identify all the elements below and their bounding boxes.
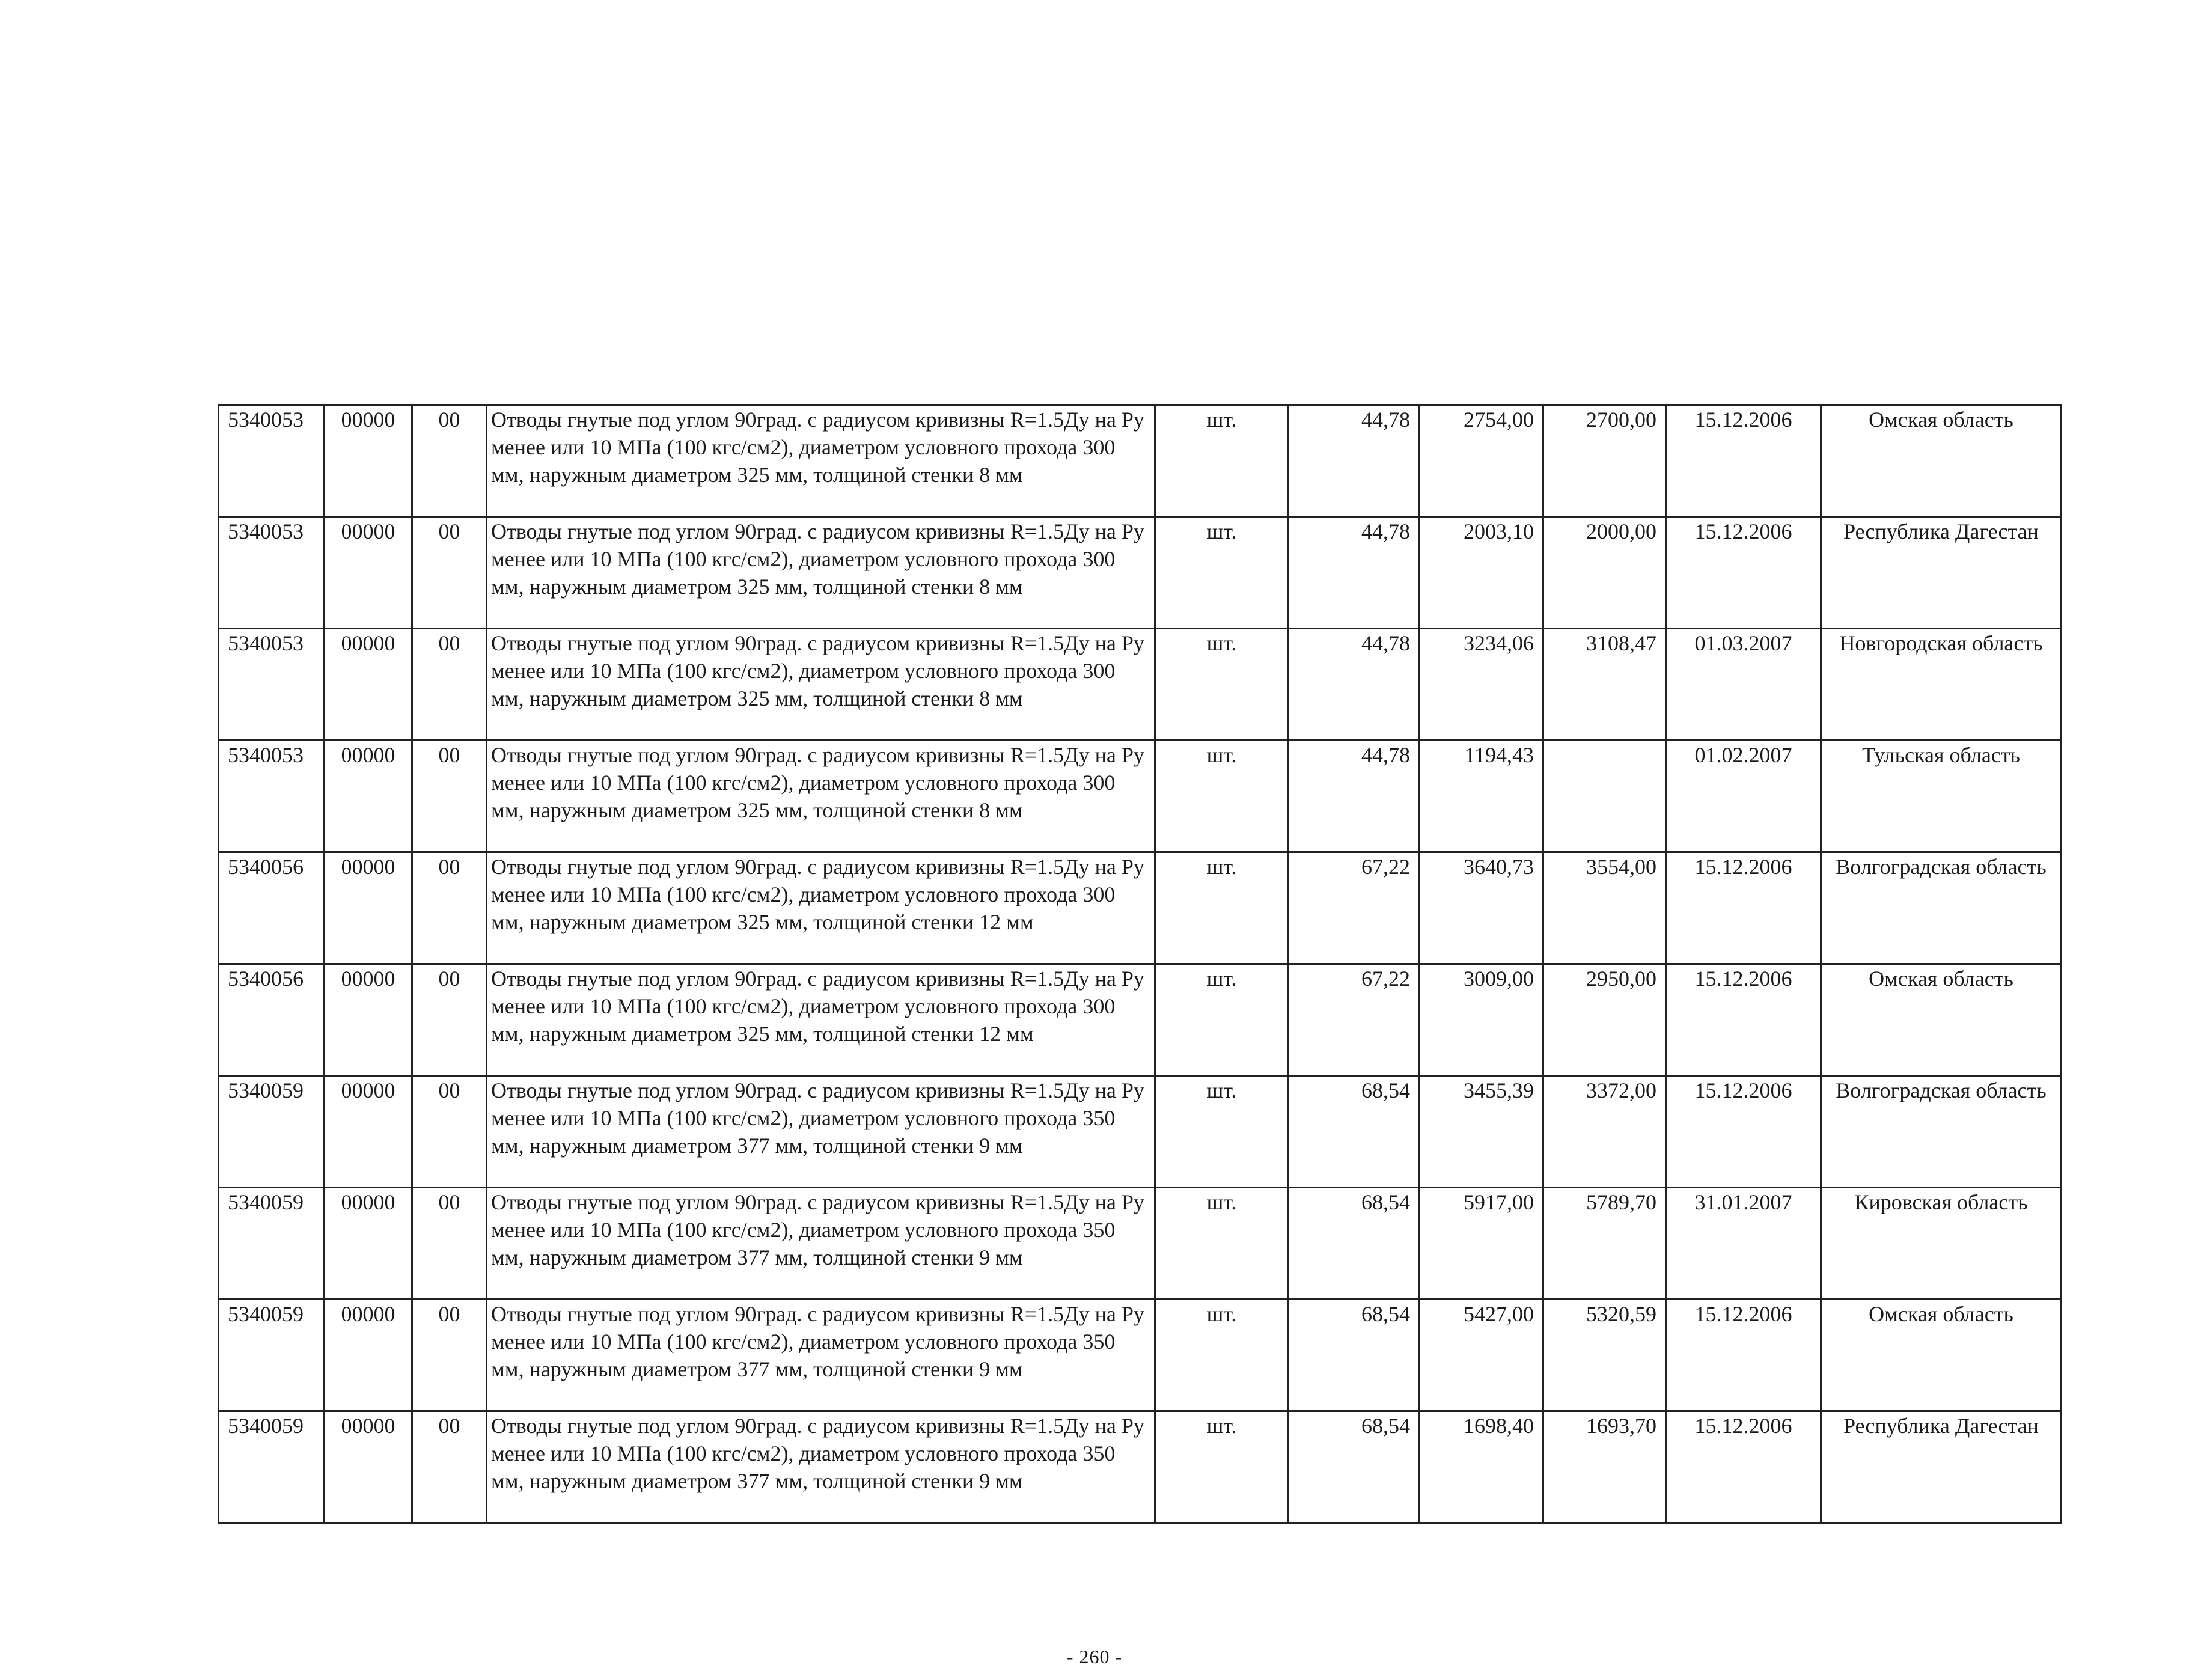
table-body xyxy=(219,405,2062,1523)
date-cell: 15.12.2006 xyxy=(1666,405,1821,517)
variant-cell: 00 xyxy=(412,517,487,629)
table-row xyxy=(219,1188,2062,1300)
subcode-cell: 00000 xyxy=(325,1188,412,1300)
subcode-cell: 00000 xyxy=(325,1411,412,1523)
variant-cell: 00 xyxy=(412,1300,487,1411)
variant-cell: 00 xyxy=(412,964,487,1076)
subcode-cell: 00000 xyxy=(325,517,412,629)
price-alt-cell: 3108,47 xyxy=(1543,629,1666,741)
weight-cell: 44,78 xyxy=(1289,405,1420,517)
table-row xyxy=(219,852,2062,964)
product-code-cell: 5340056 xyxy=(219,964,325,1076)
weight-cell: 68,54 xyxy=(1289,1188,1420,1300)
product-code-cell: 5340059 xyxy=(219,1076,325,1188)
price-cell: 3455,39 xyxy=(1420,1076,1543,1188)
product-code-cell: 5340059 xyxy=(219,1411,325,1523)
weight-cell: 68,54 xyxy=(1289,1411,1420,1523)
weight-cell: 67,22 xyxy=(1289,852,1420,964)
description-cell: Отводы гнутые под углом 90град. с радиусом кривизны R=1.5Ду на Ру менее или 10 МПа (100 кгс/см2), диаметром условного прохода 300 мм, наружным диаметром 325 мм, толщиной стенки 8 мм xyxy=(487,741,1155,852)
unit-cell: шт. xyxy=(1155,405,1289,517)
price-cell: 5427,00 xyxy=(1420,1300,1543,1411)
subcode-cell: 00000 xyxy=(325,629,412,741)
weight-cell: 68,54 xyxy=(1289,1300,1420,1411)
unit-cell: шт. xyxy=(1155,629,1289,741)
region-cell: Новгородская область xyxy=(1821,629,2062,741)
region-cell: Омская область xyxy=(1821,405,2062,517)
page-number: - 260 - xyxy=(1066,1646,1123,1667)
weight-cell: 44,78 xyxy=(1289,517,1420,629)
variant-cell: 00 xyxy=(412,741,487,852)
price-alt-cell: 2700,00 xyxy=(1543,405,1666,517)
price-cell: 3009,00 xyxy=(1420,964,1543,1076)
product-code-cell: 5340056 xyxy=(219,852,325,964)
price-alt-cell: 3554,00 xyxy=(1543,852,1666,964)
price-cell: 2003,10 xyxy=(1420,517,1543,629)
unit-cell: шт. xyxy=(1155,964,1289,1076)
subcode-cell: 00000 xyxy=(325,405,412,517)
unit-cell: шт. xyxy=(1155,1411,1289,1523)
date-cell: 31.01.2007 xyxy=(1666,1188,1821,1300)
description-cell: Отводы гнутые под углом 90град. с радиусом кривизны R=1.5Ду на Ру менее или 10 МПа (100 кгс/см2), диаметром условного прохода 300 мм, наружным диаметром 325 мм, толщиной стенки 12 мм xyxy=(487,852,1155,964)
region-cell: Республика Дагестан xyxy=(1821,517,2062,629)
unit-cell: шт. xyxy=(1155,741,1289,852)
price-alt-cell xyxy=(1543,741,1666,852)
table-row xyxy=(219,964,2062,1076)
date-cell: 15.12.2006 xyxy=(1666,1076,1821,1188)
unit-cell: шт. xyxy=(1155,1188,1289,1300)
price-alt-cell: 2000,00 xyxy=(1543,517,1666,629)
weight-cell: 44,78 xyxy=(1289,741,1420,852)
weight-cell: 68,54 xyxy=(1289,1076,1420,1188)
date-cell: 01.03.2007 xyxy=(1666,629,1821,741)
date-cell: 15.12.2006 xyxy=(1666,964,1821,1076)
date-cell: 15.12.2006 xyxy=(1666,852,1821,964)
description-cell: Отводы гнутые под углом 90град. с радиусом кривизны R=1.5Ду на Ру менее или 10 МПа (100 кгс/см2), диаметром условного прохода 300 мм, наружным диаметром 325 мм, толщиной стенки 8 мм xyxy=(487,405,1155,517)
weight-cell: 67,22 xyxy=(1289,964,1420,1076)
date-cell: 15.12.2006 xyxy=(1666,517,1821,629)
price-cell: 3234,06 xyxy=(1420,629,1543,741)
description-cell: Отводы гнутые под углом 90град. с радиусом кривизны R=1.5Ду на Ру менее или 10 МПа (100 кгс/см2), диаметром условного прохода 300 мм, наружным диаметром 325 мм, толщиной стенки 12 мм xyxy=(487,964,1155,1076)
description-cell: Отводы гнутые под углом 90град. с радиусом кривизны R=1.5Ду на Ру менее или 10 МПа (100 кгс/см2), диаметром условного прохода 350 мм, наружным диаметром 377 мм, толщиной стенки 9 мм xyxy=(487,1188,1155,1300)
date-cell: 01.02.2007 xyxy=(1666,741,1821,852)
table-row xyxy=(219,1076,2062,1188)
subcode-cell: 00000 xyxy=(325,741,412,852)
variant-cell: 00 xyxy=(412,1188,487,1300)
unit-cell: шт. xyxy=(1155,517,1289,629)
table-row xyxy=(219,629,2062,741)
description-cell: Отводы гнутые под углом 90град. с радиусом кривизны R=1.5Ду на Ру менее или 10 МПа (100 кгс/см2), диаметром условного прохода 350 мм, наружным диаметром 377 мм, толщиной стенки 9 мм xyxy=(487,1411,1155,1523)
region-cell: Волгоградская область xyxy=(1821,1076,2062,1188)
variant-cell: 00 xyxy=(412,1411,487,1523)
price-alt-cell: 3372,00 xyxy=(1543,1076,1666,1188)
subcode-cell: 00000 xyxy=(325,1076,412,1188)
table-row xyxy=(219,517,2062,629)
product-code-cell: 5340059 xyxy=(219,1300,325,1411)
price-table xyxy=(218,404,2062,1524)
variant-cell: 00 xyxy=(412,629,487,741)
price-alt-cell: 5320,59 xyxy=(1543,1300,1666,1411)
price-cell: 5917,00 xyxy=(1420,1188,1543,1300)
subcode-cell: 00000 xyxy=(325,964,412,1076)
region-cell: Кировская область xyxy=(1821,1188,2062,1300)
price-cell: 1194,43 xyxy=(1420,741,1543,852)
product-code-cell: 5340053 xyxy=(219,741,325,852)
region-cell: Омская область xyxy=(1821,964,2062,1076)
price-alt-cell: 1693,70 xyxy=(1543,1411,1666,1523)
weight-cell: 44,78 xyxy=(1289,629,1420,741)
region-cell: Омская область xyxy=(1821,1300,2062,1411)
table-row xyxy=(219,405,2062,517)
variant-cell: 00 xyxy=(412,1076,487,1188)
description-cell: Отводы гнутые под углом 90град. с радиусом кривизны R=1.5Ду на Ру менее или 10 МПа (100 кгс/см2), диаметром условного прохода 350 мм, наружным диаметром 377 мм, толщиной стенки 9 мм xyxy=(487,1076,1155,1188)
date-cell: 15.12.2006 xyxy=(1666,1300,1821,1411)
product-code-cell: 5340053 xyxy=(219,517,325,629)
description-cell: Отводы гнутые под углом 90град. с радиусом кривизны R=1.5Ду на Ру менее или 10 МПа (100 кгс/см2), диаметром условного прохода 300 мм, наружным диаметром 325 мм, толщиной стенки 8 мм xyxy=(487,517,1155,629)
subcode-cell: 00000 xyxy=(325,852,412,964)
unit-cell: шт. xyxy=(1155,852,1289,964)
region-cell: Тульская область xyxy=(1821,741,2062,852)
product-code-cell: 5340059 xyxy=(219,1188,325,1300)
product-code-cell: 5340053 xyxy=(219,629,325,741)
unit-cell: шт. xyxy=(1155,1300,1289,1411)
description-cell: Отводы гнутые под углом 90град. с радиусом кривизны R=1.5Ду на Ру менее или 10 МПа (100 кгс/см2), диаметром условного прохода 300 мм, наружным диаметром 325 мм, толщиной стенки 8 мм xyxy=(487,629,1155,741)
description-cell: Отводы гнутые под углом 90град. с радиусом кривизны R=1.5Ду на Ру менее или 10 МПа (100 кгс/см2), диаметром условного прохода 350 мм, наружным диаметром 377 мм, толщиной стенки 9 мм xyxy=(487,1300,1155,1411)
table-row xyxy=(219,1300,2062,1411)
table-row xyxy=(219,741,2062,852)
unit-cell: шт. xyxy=(1155,1076,1289,1188)
price-cell: 1698,40 xyxy=(1420,1411,1543,1523)
region-cell: Волгоградская область xyxy=(1821,852,2062,964)
variant-cell: 00 xyxy=(412,852,487,964)
date-cell: 15.12.2006 xyxy=(1666,1411,1821,1523)
variant-cell: 00 xyxy=(412,405,487,517)
price-alt-cell: 2950,00 xyxy=(1543,964,1666,1076)
product-code-cell: 5340053 xyxy=(219,405,325,517)
table-row xyxy=(219,1411,2062,1523)
subcode-cell: 00000 xyxy=(325,1300,412,1411)
price-cell: 3640,73 xyxy=(1420,852,1543,964)
price-alt-cell: 5789,70 xyxy=(1543,1188,1666,1300)
region-cell: Республика Дагестан xyxy=(1821,1411,2062,1523)
price-cell: 2754,00 xyxy=(1420,405,1543,517)
